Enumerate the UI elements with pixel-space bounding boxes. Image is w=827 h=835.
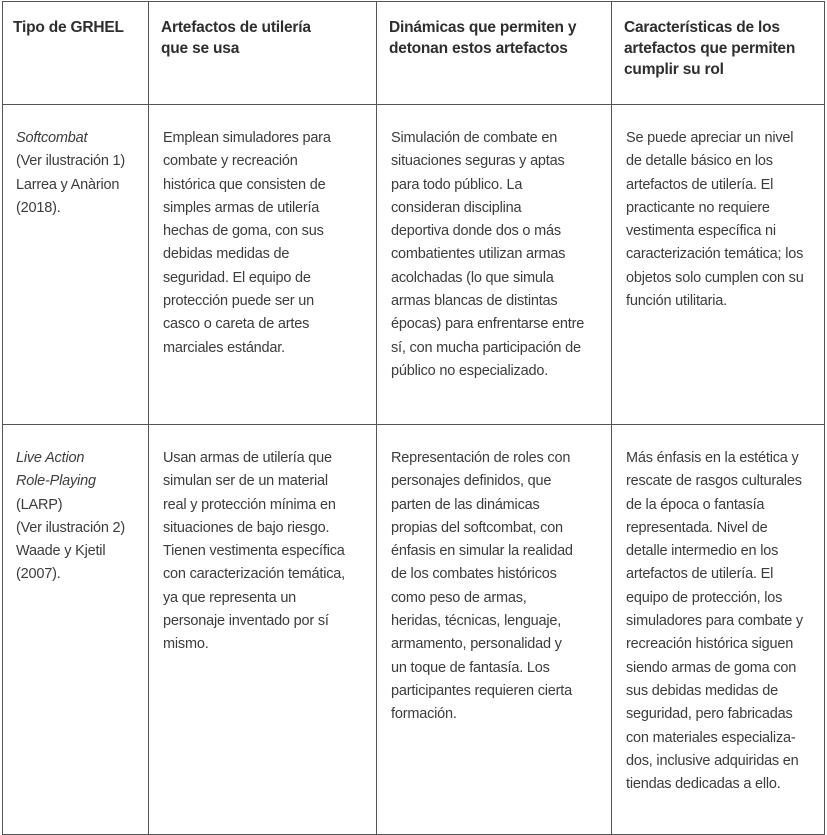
text-line: protección puede ser un: [163, 293, 314, 310]
header-line: artefactos que permiten: [624, 40, 796, 57]
text-line: seguridad. El equipo de: [163, 269, 311, 286]
text-line: simuladores para combate y: [626, 613, 803, 630]
text-line: combate y recreación: [163, 153, 298, 170]
text-line: personaje inventado por sí: [163, 613, 329, 630]
text-line: épocas) para enfrentarse entre: [391, 316, 585, 333]
header-line: Dinámicas que permiten y: [389, 19, 577, 36]
type-reference: Waade y Kjetil: [16, 543, 106, 560]
text-line: marciales estándar.: [163, 339, 285, 356]
text-line: un toque de fantasía. Los: [391, 659, 550, 676]
text-line: dos, inclusive adquiridas en: [626, 752, 799, 769]
text-line: armamento, personalidad y: [391, 636, 562, 653]
text-line: tiendas dedicadas a ello.: [626, 776, 781, 793]
text-line: de la época o fantasía: [626, 496, 765, 513]
type-name: Role-Playing: [16, 473, 96, 490]
grhel-comparison-table: [2, 1, 825, 835]
text-line: Simulación de combate en: [391, 130, 558, 146]
text-line: artefactos de utilería. El: [626, 566, 774, 583]
text-line: artefactos de utilería. El: [626, 176, 774, 193]
header-tipo: [3, 2, 149, 105]
text-line: objetos solo cumplen con su: [626, 269, 804, 286]
text-line: equipo de protección, los: [626, 589, 783, 606]
cell-tipo: [3, 105, 149, 425]
text-line: situaciones de bajo riesgo.: [163, 519, 330, 536]
type-reference: (Ver ilustración 1): [16, 153, 126, 170]
text-line: para todo público. La: [391, 176, 523, 193]
header-line: Tipo de GRHEL: [13, 19, 124, 36]
type-reference: (2007).: [16, 566, 61, 583]
text-line: seguridad, pero fabricadas: [626, 706, 793, 723]
text-line: Usan armas de utilería que: [163, 450, 332, 466]
text-line: Más énfasis en la estética y: [626, 450, 799, 466]
cell-dinamicas: [377, 105, 612, 425]
text-line: como peso de armas,: [391, 589, 527, 606]
text-line: Representación de roles con: [391, 450, 571, 466]
text-line: histórica que consisten de: [163, 176, 326, 193]
cell-tipo: [3, 425, 149, 835]
text-line: Tienen vestimenta específica: [163, 543, 345, 560]
text-line: ya que representa un: [163, 589, 297, 606]
text-line: detalle intermedio en los: [626, 543, 779, 560]
type-reference: (LARP): [16, 496, 63, 513]
header-artefactos: [149, 2, 377, 105]
text-line: combatientes utilizan armas: [391, 246, 566, 263]
text-line: debidas medidas de: [163, 246, 290, 263]
text-line: heridas, técnicas, lenguaje,: [391, 613, 562, 630]
header-caracteristicas: [612, 2, 825, 105]
cell-caracteristicas: [612, 105, 825, 425]
type-name: Softcombat: [16, 130, 88, 146]
text-line: recreación histórica siguen: [626, 636, 794, 653]
text-line: vestimenta específica ni: [626, 223, 776, 240]
header-line: cumplir su rol: [624, 61, 724, 78]
cell-dinamicas: [377, 425, 612, 835]
text-line: casco o careta de artes: [163, 316, 310, 333]
type-name: Live Action: [16, 450, 85, 466]
text-line: sus debidas medidas de: [626, 682, 778, 699]
text-line: acolchadas (lo que simula: [391, 269, 554, 286]
text-line: personajes definidos, que: [391, 473, 552, 490]
text-line: énfasis en simular la realidad: [391, 543, 573, 560]
text-line: con caracterización temática,: [163, 566, 345, 583]
type-reference: (Ver ilustración 2): [16, 519, 126, 536]
text-line: deportiva donde dos o más: [391, 223, 561, 240]
text-line: función utilitaria.: [626, 293, 727, 310]
text-line: practicante no requiere: [626, 199, 770, 216]
text-line: siendo armas de goma con: [626, 659, 797, 676]
text-line: Emplean simuladores para: [163, 130, 331, 146]
header-row: [3, 2, 825, 105]
header-line: Artefactos de utilería: [161, 19, 311, 36]
table-row: [3, 105, 825, 425]
text-line: mismo.: [163, 636, 209, 653]
text-line: sí, con mucha participación de: [391, 339, 581, 356]
type-reference: (2018).: [16, 199, 61, 216]
text-line: parten de las dinámicas: [391, 496, 540, 513]
text-line: caracterización temática; los: [626, 246, 804, 263]
text-line: hechas de goma, con sus: [163, 223, 324, 240]
text-line: Se puede apreciar un nivel: [626, 130, 794, 146]
header-line: detonan estos artefactos: [389, 40, 568, 57]
text-line: de detalle básico en los: [626, 153, 773, 170]
type-reference: Larrea y Anàrion: [16, 176, 120, 193]
text-line: simulan ser de un material: [163, 473, 328, 490]
header-dinamicas: [377, 2, 612, 105]
text-line: situaciones seguras y aptas: [391, 153, 565, 170]
header-line: Características de los: [624, 19, 780, 36]
text-line: simples armas de utilería: [163, 199, 320, 216]
cell-caracteristicas: [612, 425, 825, 835]
table-row: [3, 425, 825, 835]
text-line: rescate de rasgos culturales: [626, 473, 802, 490]
text-line: real y protección mínima en: [163, 496, 336, 513]
header-line: que se usa: [161, 40, 240, 57]
text-line: formación.: [391, 706, 457, 723]
text-line: representada. Nivel de: [626, 519, 768, 536]
cell-artefactos: [149, 425, 377, 835]
text-line: participantes requieren cierta: [391, 682, 572, 699]
text-line: de los combates históricos: [391, 566, 557, 583]
text-line: armas blancas de distintas: [391, 293, 558, 310]
cell-artefactos: [149, 105, 377, 425]
text-line: consideran disciplina: [391, 199, 522, 216]
text-line: propias del softcombat, con: [391, 519, 563, 536]
text-line: con materiales especializa-: [626, 729, 796, 746]
text-line: público no especializado.: [391, 362, 549, 379]
